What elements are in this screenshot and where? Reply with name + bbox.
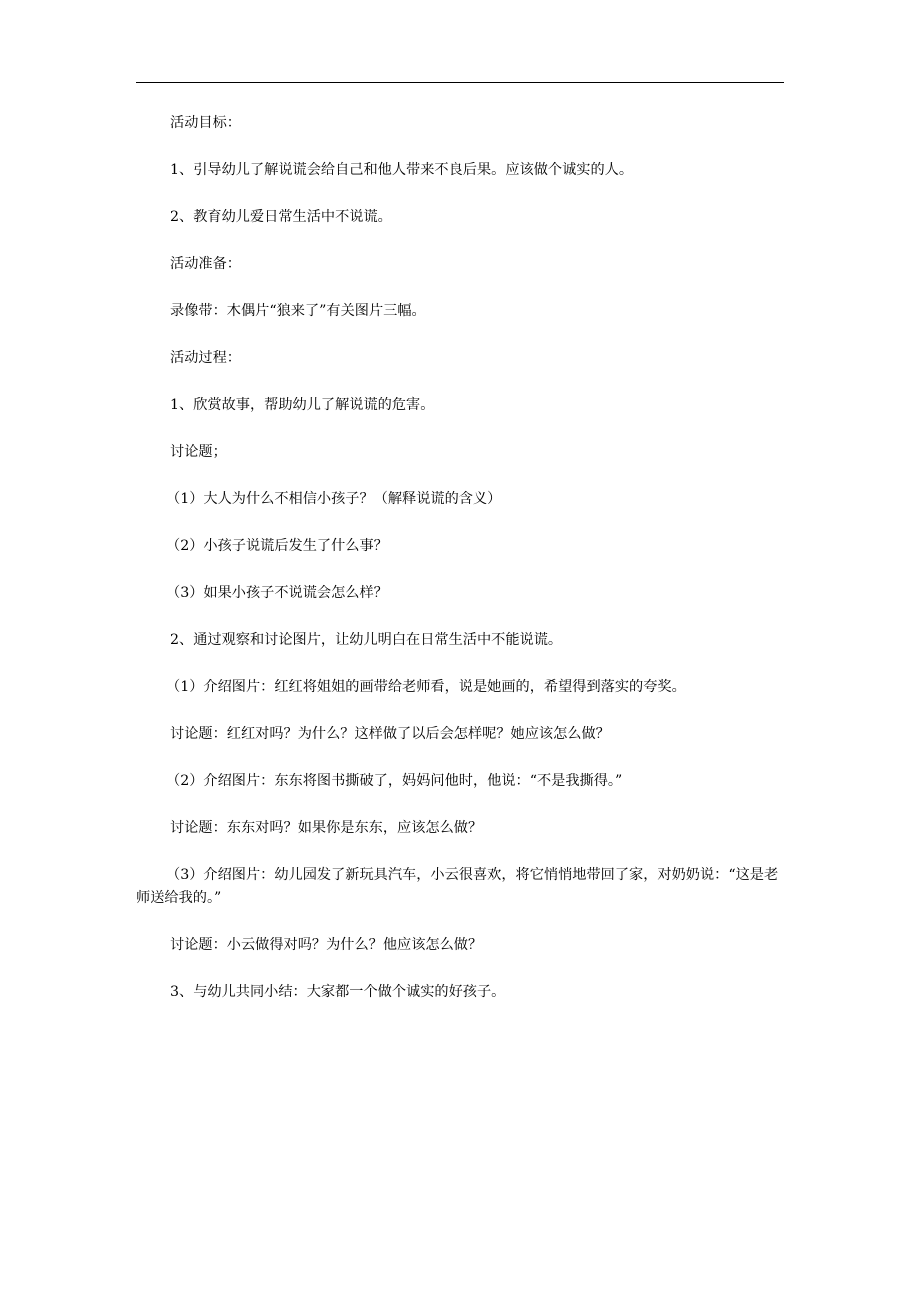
picture-intro-2: （2）介绍图片：东东将图书撕破了，妈妈问他时，他说：“不是我撕得。”: [166, 773, 623, 789]
discussion-heading: 讨论题；: [170, 444, 227, 460]
process-step-2: 2、通过观察和讨论图片，让幼儿明白在日常生活中不能说谎。: [170, 632, 563, 648]
heading-activity-process: 活动过程：: [170, 350, 241, 366]
goal-item-2: 2、教育幼儿爱日常生活中不说谎。: [170, 209, 392, 225]
heading-activity-preparation: 活动准备：: [170, 256, 241, 272]
picture-discussion-2: 讨论题：东东对吗？如果你是东东，应该怎么做？: [170, 820, 483, 836]
discussion-question-3: （3）如果小孩子不说谎会怎么样？: [166, 585, 388, 601]
preparation-materials: 录像带：木偶片“狼来了”有关图片三幅。: [170, 303, 426, 319]
process-step-1: 1、欣赏故事，帮助幼儿了解说谎的危害。: [170, 397, 435, 413]
discussion-question-1: （1）大人为什么不相信小孩子？（解释说谎的含义）: [166, 491, 502, 507]
discussion-question-2: （2）小孩子说谎后发生了什么事？: [166, 538, 388, 554]
process-step-3: 3、与幼儿共同小结：大家都一个做个诚实的好孩子。: [170, 984, 506, 1000]
picture-intro-3: （3）介绍图片：幼儿园发了新玩具汽车，小云很喜欢，将它悄悄地带回了家，对奶奶说：“这是老师送给我的。”: [136, 867, 779, 906]
document-body: [136, 112, 784, 1004]
picture-discussion-1: 讨论题：红红对吗？为什么？这样做了以后会怎样呢？她应该怎么做？: [170, 726, 610, 742]
header-rule: [136, 82, 784, 83]
picture-discussion-3: 讨论题：小云做得对吗？为什么？他应该怎么做？: [170, 937, 483, 953]
goal-item-1: 1、引导幼儿了解说谎会给自己和他人带来不良后果。应该做个诚实的人。: [170, 162, 634, 178]
picture-intro-1: （1）介绍图片：红红将姐姐的画带给老师看，说是她画的，希望得到落实的夸奖。: [166, 679, 686, 695]
heading-activity-goals: 活动目标：: [170, 115, 241, 131]
